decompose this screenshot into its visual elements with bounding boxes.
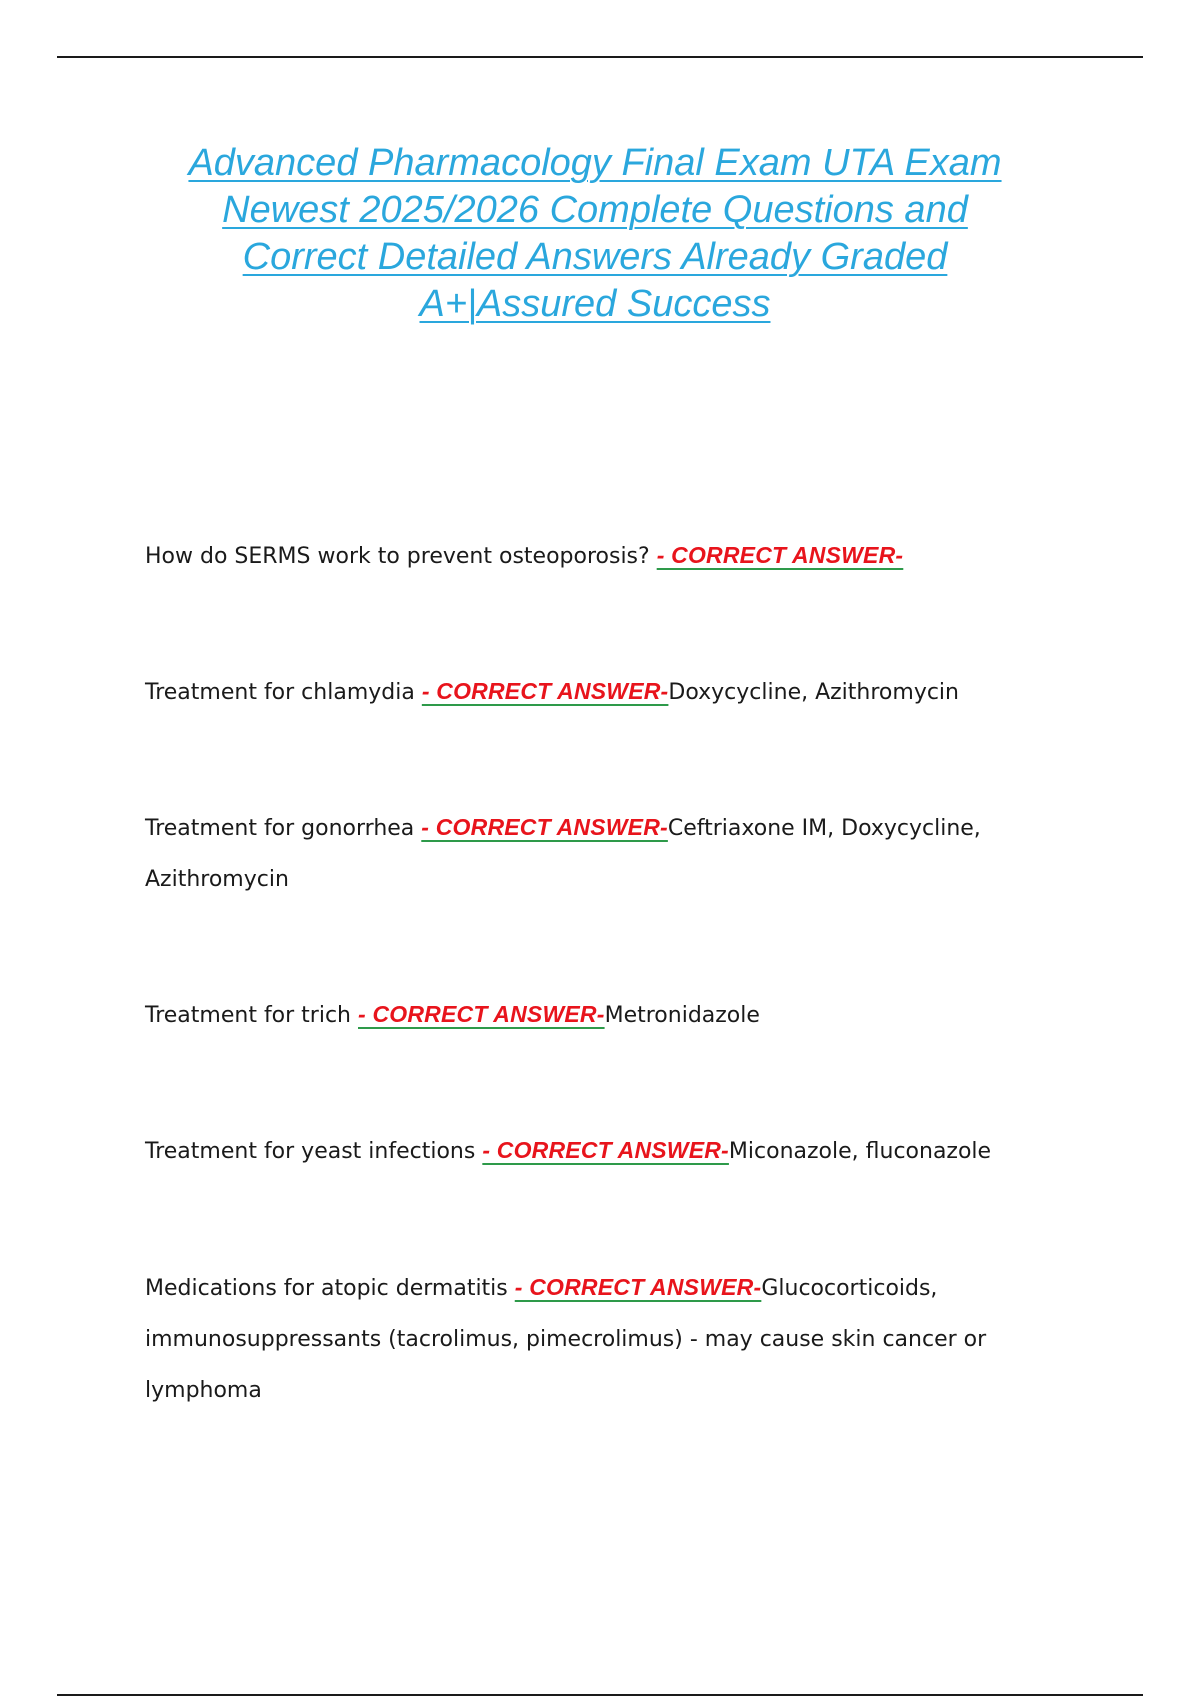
- answer-text: Metronidazole: [604, 1003, 760, 1028]
- question-text: Treatment for yeast infections: [145, 1139, 483, 1164]
- title-line-4: A+|Assured Success: [419, 283, 771, 325]
- answer-text: Doxycycline, Azithromycin: [668, 680, 959, 705]
- qa-item-trich: [145, 989, 1075, 1041]
- correct-answer-tag: - CORRECT ANSWER-: [514, 1274, 762, 1300]
- qa-item-atopic-dermatitis: [145, 1262, 1075, 1416]
- correct-answer-tag: - CORRECT ANSWER-: [482, 1137, 729, 1163]
- qa-item-gonorrhea: [145, 802, 1075, 905]
- question-text: Treatment for trich: [145, 1003, 358, 1028]
- correct-answer-tag: - CORRECT ANSWER-: [656, 542, 904, 568]
- qa-item-chlamydia: [145, 666, 1075, 718]
- answer-text: Ceftriaxone IM, Doxycycline, Azithromycin: [145, 816, 981, 892]
- bottom-rule: [57, 1694, 1143, 1696]
- document-title: [100, 140, 1090, 328]
- top-rule: [57, 56, 1143, 58]
- qa-item-yeast: [145, 1125, 1075, 1177]
- correct-answer-tag: - CORRECT ANSWER-: [421, 678, 669, 704]
- title-line-3: Correct Detailed Answers Already Graded: [242, 236, 948, 278]
- correct-answer-tag: - CORRECT ANSWER-: [358, 1001, 605, 1027]
- title-line-2: Newest 2025/2026 Complete Questions and: [222, 189, 968, 231]
- question-text: Medications for atopic dermatitis: [145, 1276, 515, 1301]
- question-text: How do SERMS work to prevent osteoporosis?: [145, 544, 657, 569]
- question-text: Treatment for chlamydia: [145, 680, 422, 705]
- correct-answer-tag: - CORRECT ANSWER-: [421, 814, 668, 840]
- title-line-1: Advanced Pharmacology Final Exam UTA Exam: [188, 142, 1002, 184]
- answer-text: Miconazole, fluconazole: [728, 1139, 992, 1164]
- qa-item-serms: [145, 530, 1075, 582]
- answer-text: Glucocorticoids, immunosuppressants (tacrolimus, pimecrolimus) - may cause skin cancer or lymphoma: [145, 1276, 987, 1403]
- question-text: Treatment for gonorrhea: [145, 816, 422, 841]
